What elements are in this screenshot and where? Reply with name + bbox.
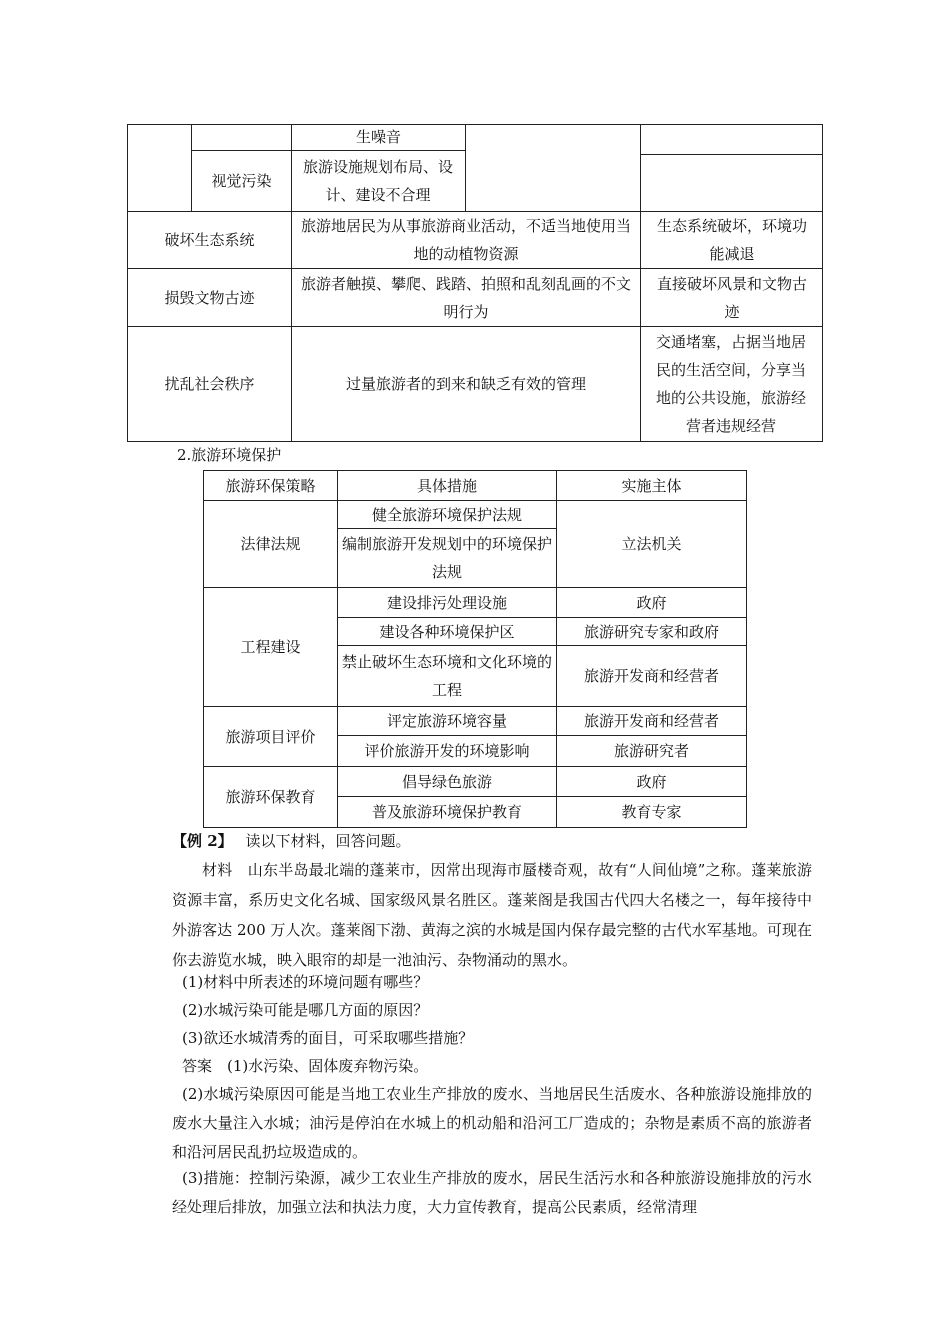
law-measure-1: 健全旅游环境保护法规 [371, 505, 522, 524]
law-measure-2: 编制旅游开发规划中的环境保护法规 [342, 535, 553, 581]
relic-damage-effect: 直接破坏风景和文物古迹 [656, 274, 807, 321]
answer-2: (2)水城污染原因可能是当地工农业生产排放的废水、当地居民生活废水、各种旅游设施排放的废水大量注入水城；油污是停泊在水城上的机动船和沿河工厂造成的；杂物是素质不高的旅游者和沿河居民乱扔垃圾造成的。 [172, 1085, 812, 1161]
eval-actor-1: 旅游开发商和经营者 [583, 712, 719, 730]
example-heading [172, 827, 812, 855]
strategy-law: 法律法规 [240, 535, 301, 553]
header-strategy: 旅游环保策略 [225, 476, 316, 495]
strategy-engineering: 工程建设 [240, 638, 301, 656]
edu-actor-1: 政府 [636, 772, 667, 791]
social-disorder-label: 扰乱社会秩序 [164, 375, 255, 393]
eng-measure-3: 禁止破坏生态环境和文化环境的工程 [342, 653, 553, 699]
header-measures: 具体措施 [416, 476, 477, 495]
visual-pollution-label: 视觉污染 [211, 172, 272, 190]
material-paragraph: 材料 山东半岛最北端的蓬莱市，因常出现海市蜃楼奇观，故有“人间仙境”之称。蓬莱旅游资源丰富，系历史文化名城、国家级风景名胜区。蓬莱阁是我国古代四大名楼之一，每年接待中外游客达 200 万人次。蓬莱阁下渤、黄海之滨的水城是国内保存最完整的古代水军基地。可现在你去游览水城，映入眼帘的却是一池油污、杂物涌动的黑水。 [172, 861, 812, 969]
eng-measure-1: 建设排污处理设施 [386, 593, 507, 612]
header-actor: 实施主体 [621, 476, 682, 495]
question-3: (3)欲还水城清秀的面目，可采取哪些措施？ [182, 1029, 474, 1047]
relic-damage-cause: 旅游者触摸、攀爬、践踏、拍照和乱刻乱画的不文明行为 [300, 274, 631, 321]
example-prompt: 读以下材料，回答问题。 [245, 832, 411, 850]
eval-measure-2: 评价旅游开发的环境影响 [364, 742, 530, 760]
answer-1: 答案 (1)水污染、固体废弃物污染。 [182, 1057, 429, 1075]
question-2: (2)水城污染可能是哪几方面的原因？ [182, 1001, 429, 1019]
social-disorder-cause: 过量旅游者的到来和缺乏有效的管理 [345, 375, 586, 393]
relic-damage-label: 损毁文物古迹 [164, 288, 255, 307]
edu-actor-2: 教育专家 [621, 803, 682, 821]
eng-measure-2: 建设各种环境保护区 [379, 622, 515, 641]
strategy-evaluation: 旅游项目评价 [225, 727, 316, 746]
noise-measure-cell: 生噪音 [355, 128, 401, 146]
visual-pollution-cause: 旅游设施规划布局、设计、建设不合理 [302, 158, 453, 204]
edu-measure-1: 倡导绿色旅游 [401, 772, 492, 791]
answer-3: (3)措施：控制污染源，减少工农业生产排放的废水，居民生活污水和各种旅游设施排放的污水经处理后排放，加强立法和执法力度，大力宣传教育，提高公民素质，经常清理 [172, 1169, 812, 1216]
social-disorder-effect: 交通堵塞，占据当地居民的生活空间，分享当地的公共设施，旅游经营者违规经营 [655, 333, 806, 435]
law-actor: 立法机关 [621, 535, 682, 553]
eng-actor-2: 旅游研究专家和政府 [583, 622, 719, 641]
eng-actor-1: 政府 [636, 593, 667, 612]
eco-damage-effect: 生态系统破坏，环境功能减退 [656, 217, 807, 263]
edu-measure-2: 普及旅游环境保护教育 [371, 803, 522, 821]
eco-damage-cause: 旅游地居民为从事旅游商业活动，不适当地使用当地的动植物资源 [300, 217, 631, 263]
strategy-education: 旅游环保教育 [225, 788, 316, 806]
question-1: (1)材料中所表述的环境问题有哪些？ [182, 973, 429, 991]
eval-measure-1: 评定旅游环境容量 [386, 712, 507, 730]
eng-actor-3: 旅游开发商和经营者 [583, 667, 719, 685]
eval-actor-2: 旅游研究者 [613, 742, 689, 760]
section-title: 2.旅游环境保护 [177, 446, 282, 464]
example-label: 【例 2】 [172, 832, 233, 850]
eco-damage-label: 破坏生态系统 [164, 231, 255, 249]
